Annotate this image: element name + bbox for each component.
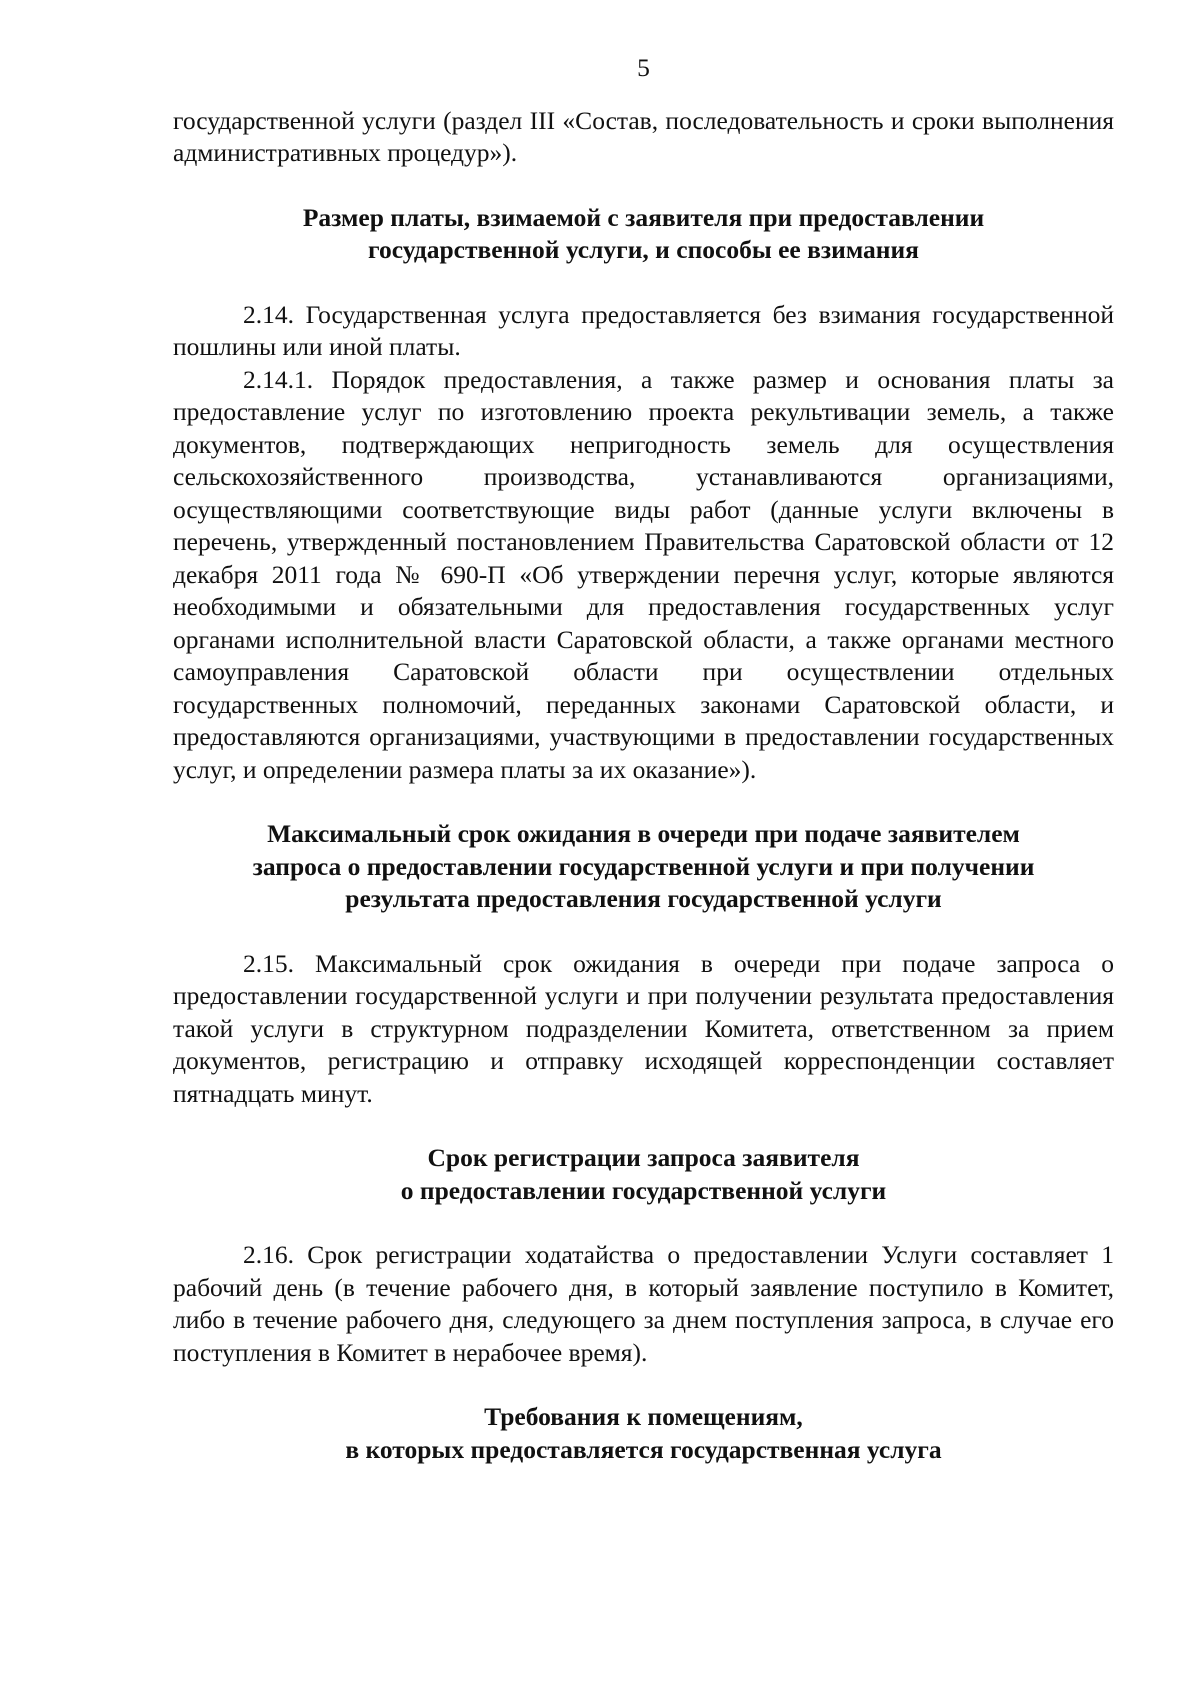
heading-line: Максимальный срок ожидания в очереди при подаче заявителем — [267, 819, 1020, 848]
section-heading-registration-term — [173, 1142, 1114, 1207]
section-heading-fee — [173, 202, 1114, 267]
heading-line: Срок регистрации запроса заявителя — [427, 1143, 860, 1172]
paragraph-2-14: 2.14. Государственная услуга предоставляется без взимания государственной пошлины или иной платы. — [173, 299, 1114, 361]
heading-line: в которых предоставляется государственная услуга — [345, 1434, 942, 1464]
heading-line: государственной услуги, и способы ее взимания — [368, 235, 919, 264]
heading-line: Требования к помещениям, — [484, 1402, 803, 1431]
heading-line: запроса о предоставлении государственной услуги и при получении — [252, 851, 1035, 881]
section-heading-premises-requirements — [173, 1401, 1114, 1466]
section-heading-queue-time — [173, 818, 1114, 916]
paragraph-2-14-1: 2.14.1. Порядок предоставления, а также размер и основания платы за предоставление услуг по изготовлению проекта рекультивации земель, а также документов, подтверждающих непригодность земель для осуществления сельскохозяйственного производства, устанавливаются организациями, осуществляющими соответствующие виды работ (данные услуги включены в перечень, утвержденный постановлением Правительства Саратовской области от 12 декабря 2011 года № 690-П «Об утверждении перечня услуг, которые являются необходимыми и обязательными для предоставления государственных услуг органами исполнительной власти Саратовской области, а также органами местного самоуправления Саратовской области при осуществлении отдельных государственных полномочий, переданных законами Саратовской области, и предоставляются организациями, участвующими в предоставлении государственных услуг, и определении размера платы за их оказание»). — [173, 364, 1114, 784]
intro-paragraph: государственной услуги (раздел III «Состав, последовательность и сроки выполнения административных процедур»). — [173, 105, 1114, 167]
heading-line: о предоставлении государственной услуги — [400, 1175, 887, 1205]
heading-line: результата предоставления государственной услуги — [345, 884, 942, 913]
paragraph-2-16: 2.16. Срок регистрации ходатайства о предоставлении Услуги составляет 1 рабочий день (в течение рабочего дня, в который заявление поступило в Комитет, либо в течение рабочего дня, следующего за днем поступления запроса, в случае его поступления в Комитет в нерабочее время). — [173, 1240, 1114, 1367]
paragraph-2-15: 2.15. Максимальный срок ожидания в очереди при подаче запроса о предоставлении государственной услуги и при получении результата предоставления такой услуги в структурном подразделении Комитета, ответственном за прием документов, регистрацию и отправку исходящей корреспонденции составляет пятнадцать минут. — [173, 948, 1114, 1108]
heading-line: Размер платы, взимаемой с заявителя при предоставлении — [302, 202, 985, 232]
document-page — [173, 52, 1114, 1466]
page-number: 5 — [637, 53, 650, 82]
